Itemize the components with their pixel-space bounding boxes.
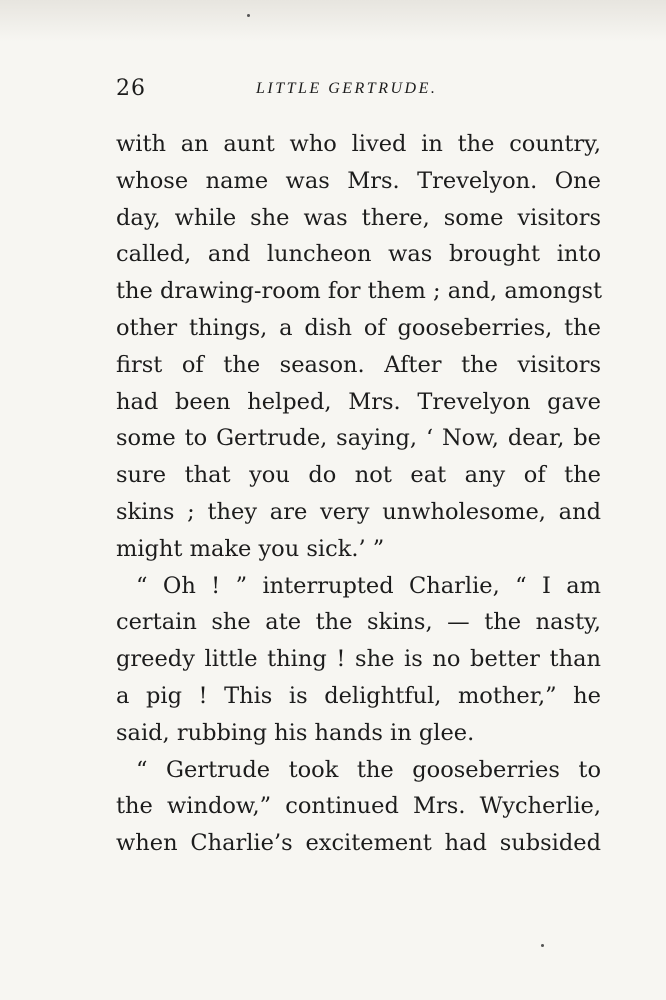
- text-line: first of the season. After the visitors: [116, 351, 601, 378]
- text-line: certain she ate the skins, — the nasty,: [116, 609, 601, 636]
- text-line: with an aunt who lived in the country,: [116, 131, 601, 157]
- page-number: 26: [116, 76, 146, 101]
- text-line: had been helped, Mrs. Trevelyon gave: [116, 388, 601, 415]
- page-header: [116, 76, 601, 104]
- text-line: called, and luncheon was brought into: [116, 241, 601, 268]
- text-line: skins ; they are very unwholesome, and: [116, 498, 601, 525]
- text-line: when Charlie’s excitement had subsided: [116, 830, 601, 857]
- text-line: whose name was Mrs. Trevelyon. One: [116, 167, 601, 194]
- text-line: sure that you do not eat any of the: [116, 462, 601, 489]
- text-line: day, while she was there, some visitors: [116, 204, 601, 231]
- text-line: some to Gertrude, saying, ‘ Now, dear, be: [116, 425, 601, 452]
- text-line: might make you sick.’ ”: [116, 535, 385, 562]
- text-line: a pig ! This is delightful, mother,” he: [116, 682, 601, 709]
- running-title: LITTLE GERTRUDE.: [256, 80, 438, 97]
- text-line: other things, a dish of gooseberries, the: [116, 314, 601, 341]
- text-line: the window,” continued Mrs. Wycherlie,: [116, 793, 601, 820]
- page-top-edge: [0, 0, 666, 42]
- text-line: greedy little thing ! she is no better than: [116, 646, 601, 673]
- ink-speck: [247, 14, 250, 17]
- text-line: said, rubbing his hands in glee.: [116, 719, 475, 746]
- ink-speck: [541, 944, 544, 947]
- text-line: “ Oh ! ” interrupted Charlie, “ I am: [136, 572, 601, 599]
- text-line: the drawing-room for them ; and, amongst: [116, 278, 603, 305]
- text-line: “ Gertrude took the gooseberries to: [136, 756, 601, 783]
- body-text: [116, 126, 601, 862]
